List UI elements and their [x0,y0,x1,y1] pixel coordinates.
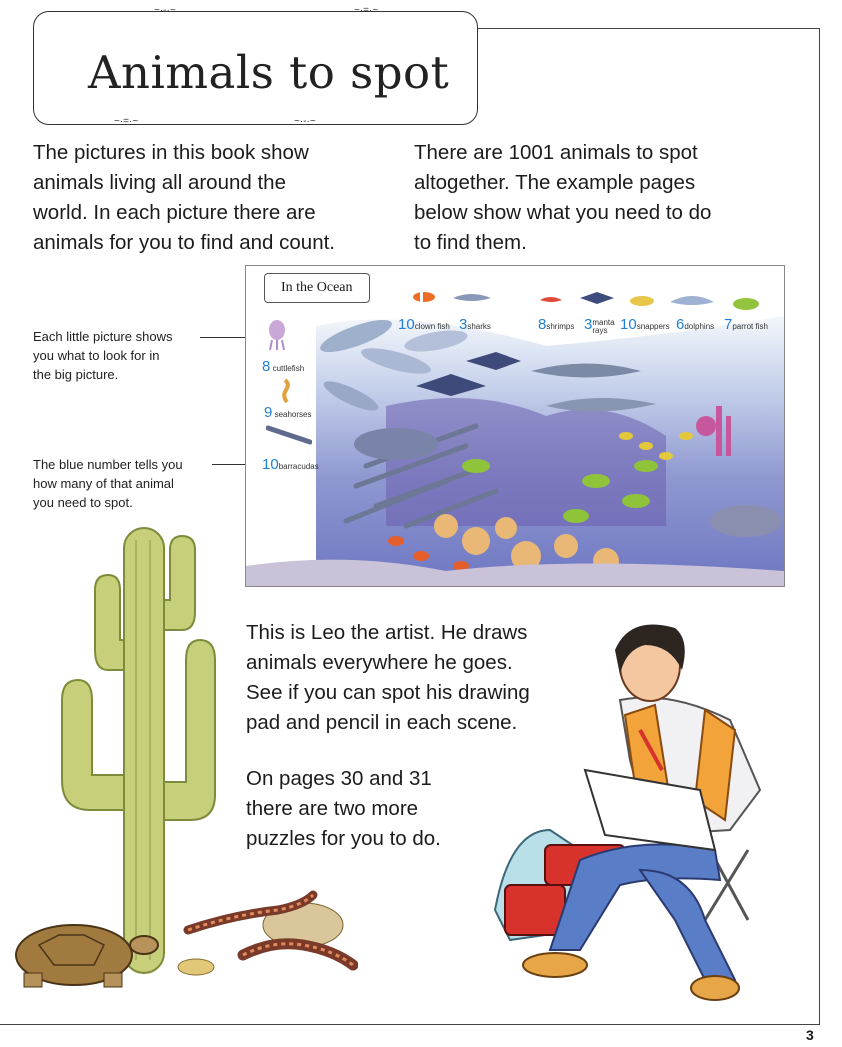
note-blue-number [33,455,183,512]
leo-line: animals everywhere he goes. [246,651,513,674]
intro-line: animals living all around the [33,171,286,194]
intro-left-paragraph [33,138,335,258]
manta-ray-icon [578,290,616,308]
dolphin-icon [668,290,716,310]
page-frame-top [470,28,820,29]
count-snappers: 10snappers [620,316,670,333]
puzzles-paragraph [246,764,441,854]
note-line: you need to spot. [33,495,133,510]
parrot-fish-icon [731,296,763,312]
snapper-icon [628,294,656,308]
lizard-illustration [183,885,358,985]
intro-line: altogether. The example pages [414,171,696,194]
count-barracudas: 10barracudas [262,456,319,473]
ocean-label: In the Ocean [264,273,370,303]
note-line: you what to look for in [33,348,160,363]
ocean-scene-illustration [246,266,784,586]
intro-line: animals for you to find and count. [33,231,335,254]
count-manta-rays: 3manta rays [584,316,615,335]
title-box [33,5,478,127]
puzzles-line: there are two more [246,797,419,820]
title-ornament-icon: ~·=·~ [354,5,379,16]
count-cuttlefish: 8 cuttlefish [262,358,305,375]
note-line: the big picture. [33,367,119,382]
leo-line: See if you can spot his drawing [246,681,530,704]
ocean-example-panel [245,265,785,587]
note-line: The blue number tells you [33,457,183,472]
leo-paragraph [246,618,530,738]
note-line: Each little picture shows [33,329,173,344]
title-ornament-icon: ~·-·~ [154,5,176,16]
note-line: how many of that animal [33,476,174,491]
leo-artist-illustration [490,620,790,1005]
page-frame-right [819,28,820,1024]
barracuda-icon [266,424,312,446]
leo-line: pad and pencil in each scene. [246,711,518,734]
page-title: Animals to spot [88,46,450,99]
intro-line: There are 1001 animals to spot [414,141,698,164]
puzzles-line: puzzles for you to do. [246,827,441,850]
intro-right-paragraph [414,138,711,258]
leo-line: This is Leo the artist. He draws [246,621,528,644]
seahorse-icon [278,378,292,404]
intro-line: The pictures in this book show [33,141,309,164]
puzzles-line: On pages 30 and 31 [246,767,432,790]
note-little-picture [33,327,172,384]
page-number: 3 [806,1027,814,1043]
page-frame-bottom [0,1024,820,1025]
count-dolphins: 6dolphins [676,316,715,333]
count-clown-fish: 10clown fish [398,316,450,333]
count-shrimps: 8shrimps [538,316,575,333]
clown-fish-icon [411,290,437,304]
tortoise-illustration [4,915,164,993]
title-ornament-icon: ~·=·~ [114,116,139,127]
count-parrot-fish: 7parrot fish [724,316,768,333]
intro-line: to find them. [414,231,527,254]
title-ornament-icon: ~·-·~ [294,116,316,127]
count-seahorses: 9 seahorses [264,404,312,421]
intro-line: world. In each picture there are [33,201,316,224]
cuttlefish-icon [266,318,288,352]
shark-icon [451,288,493,306]
shrimp-icon [538,294,564,306]
intro-line: below show what you need to do [414,201,712,224]
count-sharks: 3sharks [459,316,491,333]
